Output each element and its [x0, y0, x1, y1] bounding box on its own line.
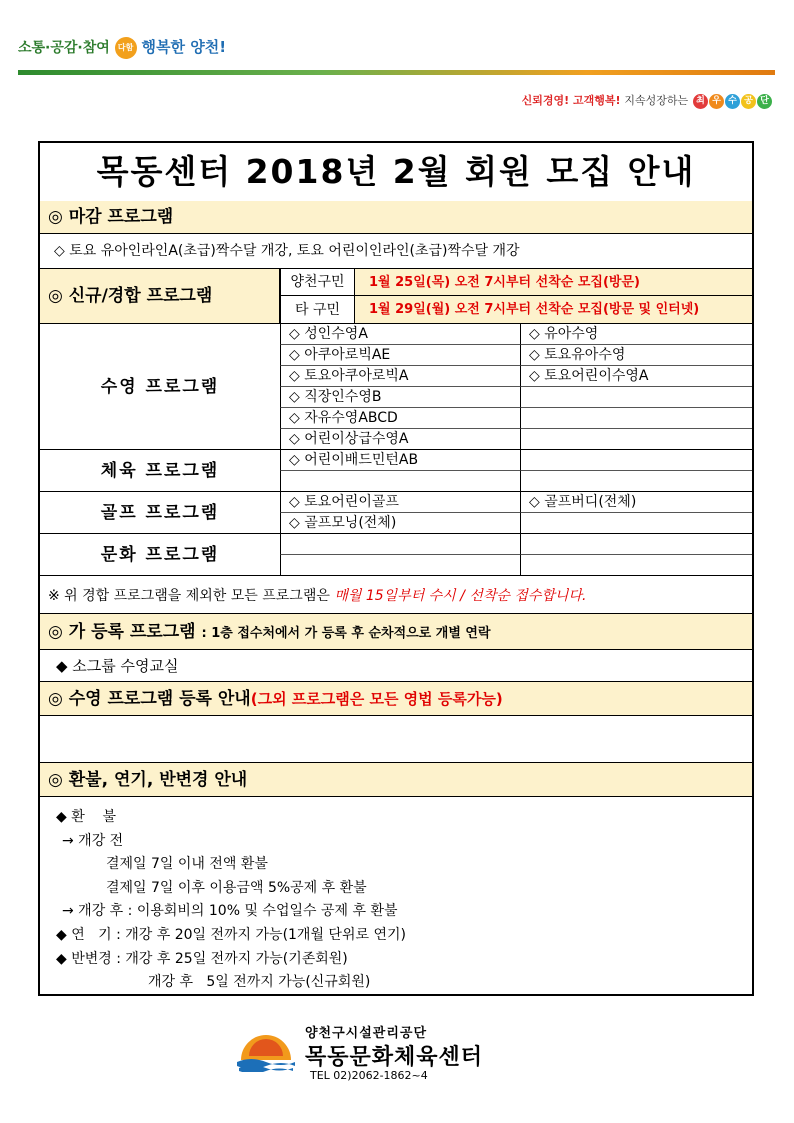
- waitlist-title: ◎ 가 등록 프로그램: [48, 622, 196, 642]
- motto-badge: 수: [725, 94, 740, 109]
- motto-badge: 공: [741, 94, 756, 109]
- swimreg-heading: [40, 682, 752, 716]
- swimreg-body: [40, 716, 752, 763]
- program-item: ◇ 토요어린이골프: [280, 492, 520, 513]
- program-item: ◇ 어린이배드민턴AB: [280, 450, 520, 471]
- header-slogan: [18, 36, 226, 59]
- program-item: ◇ 골프버디(전체): [520, 492, 752, 513]
- program-item: ◇ 유아수영: [520, 324, 752, 345]
- refund-line: ◆ 연 기 : 개강 후 20일 전까지 가능(1개월 단위로 연기): [56, 927, 406, 943]
- program-item: [280, 471, 520, 492]
- program-item: [520, 534, 752, 555]
- refund-line: 결제일 7일 이내 전액 환불: [106, 856, 268, 873]
- note: [40, 578, 752, 614]
- note-black: ※ 위 경합 프로그램을 제외한 모든 프로그램은: [48, 588, 330, 604]
- new-text-1: 1월 29일(월) 오전 7시부터 선착순 모집(방문 및 인터넷): [354, 296, 752, 324]
- program-label-pe: 체육 프로그램: [40, 450, 280, 492]
- program-item: [280, 534, 520, 555]
- program-item: ◇ 어린이상급수영A: [280, 429, 520, 450]
- deadline-text: ◇ 토요 유아인라인A(초급)짝수달 개강, 토요 어린이인라인(초급)짝수달 개강: [40, 234, 752, 269]
- waitlist-heading: [40, 614, 752, 650]
- motto-gray: 지속성장하는: [624, 94, 689, 107]
- swimreg-red: (그외 프로그램은 모든 영법 등록가능): [250, 690, 503, 708]
- notice-box: [38, 141, 754, 996]
- waitlist-item: ◆ 소그룹 수영교실: [40, 650, 752, 682]
- footer-org: 양천구시설관리공단: [305, 1026, 428, 1041]
- note-red: 매월 15일부터 수시 / 선착순 접수합니다.: [334, 588, 587, 604]
- program-item: ◇ 토요아쿠아로빅A: [280, 366, 520, 387]
- sun-wave-icon: [235, 1030, 297, 1072]
- program-item: ◇ 성인수영A: [280, 324, 520, 345]
- waitlist-sub: : 1층 접수처에서 가 등록 후 순차적으로 개별 연락: [201, 626, 491, 641]
- motto-badge: 단: [757, 94, 772, 109]
- header-motto: [522, 92, 772, 109]
- motto-badge: 최: [693, 94, 708, 109]
- new-text-0: 1월 25일(목) 오전 7시부터 선착순 모집(방문): [354, 269, 752, 296]
- program-item: ◇ 토요어린이수영A: [520, 366, 752, 387]
- refund-line: → 개강 전: [62, 832, 124, 849]
- slogan-left: 소통·공감·참여: [18, 40, 110, 56]
- footer-name: 목동문화체육센터: [305, 1045, 484, 1070]
- program-item: [520, 471, 752, 492]
- program-item: [520, 429, 752, 450]
- program-label-golf: 골프 프로그램: [40, 492, 280, 534]
- footer-logo: [235, 1022, 555, 1087]
- program-item: ◇ 아쿠아로빅AE: [280, 345, 520, 366]
- new-who-1: 타 구민: [280, 296, 354, 324]
- header-divider: [18, 70, 775, 75]
- refund-line: 결제일 7일 이후 이용금액 5%공제 후 환불: [106, 879, 367, 896]
- new-heading: ◎ 신규/경합 프로그램: [40, 269, 280, 324]
- motto-red: 신뢰경영! 고객행복!: [521, 94, 621, 107]
- refund-line: ◆ 반변경 : 개강 후 25일 전까지 가능(기존회원): [56, 950, 348, 967]
- program-item: ◇ 자유수영ABCD: [280, 408, 520, 429]
- refund-heading: ◎ 환불, 연기, 반변경 안내: [40, 763, 752, 797]
- deadline-heading: ◎ 마감 프로그램: [40, 201, 752, 234]
- program-item: ◇ 직장인수영B: [280, 387, 520, 408]
- refund-line: ◆ 환 불: [56, 809, 117, 825]
- program-item: [520, 513, 752, 534]
- program-item: ◇ 골프모닝(전체): [280, 513, 520, 534]
- motto-badge: 우: [709, 94, 724, 109]
- program-item: [520, 408, 752, 429]
- footer-tel: TEL 02)2062-1862~4: [310, 1069, 428, 1082]
- new-who-0: 양천구민: [280, 269, 354, 296]
- program-item: [520, 387, 752, 408]
- page-title: 목동센터 2018년 2월 회원 모집 안내: [40, 143, 752, 202]
- swimreg-title: ◎ 수영 프로그램 등록 안내: [48, 689, 251, 709]
- slogan-right: 행복한 양천!: [141, 38, 227, 56]
- slogan-badge: 다함: [115, 37, 137, 59]
- program-item: [520, 555, 752, 576]
- refund-line: → 개강 후 : 이용회비의 10% 및 수업일수 공제 후 환불: [62, 903, 398, 920]
- program-item: [280, 555, 520, 576]
- program-item: [520, 450, 752, 471]
- refund-line: 개강 후 5일 전까지 가능(신규회원): [148, 974, 371, 991]
- program-item: ◇ 토요유아수영: [520, 345, 752, 366]
- program-label-swim: 수영 프로그램: [40, 324, 280, 450]
- program-label-culture: 문화 프로그램: [40, 534, 280, 576]
